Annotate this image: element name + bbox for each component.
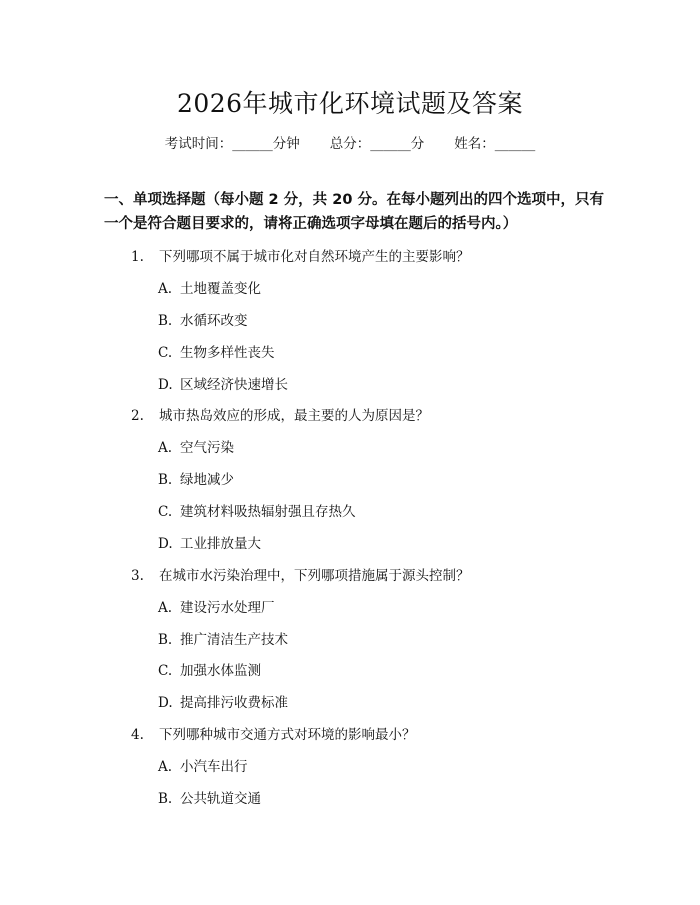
option-letter: D. [158,377,173,393]
option-letter: C. [158,345,173,361]
answer-option [158,277,261,297]
exam-score: 总分：______分 [329,136,425,152]
option-letter: A. [158,759,173,775]
option-letter: D. [158,536,173,552]
option-text: 工业排放量大 [180,536,261,552]
option-text: 小汽车出行 [180,759,248,775]
question-text: 下列哪种城市交通方式对环境的影响最小？ [159,727,416,743]
option-text: 水循环改变 [180,313,248,329]
option-letter: B. [158,632,173,648]
option-text: 建设污水处理厂 [180,600,275,616]
answer-option [158,659,261,679]
answer-option [158,436,234,456]
option-text: 提高排污收费标准 [180,695,288,711]
question [131,245,470,265]
option-text: 公共轨道交通 [180,791,261,807]
answer-option [158,691,288,711]
question-text: 在城市水污染治理中，下列哪项措施属于源头控制？ [159,568,470,584]
option-text: 建筑材料吸热辐射强且存热久 [180,504,356,520]
option-letter: B. [158,791,173,807]
question-number: 2. [131,408,144,424]
exam-name: 姓名：______ [454,136,536,152]
option-text: 空气污染 [180,440,234,456]
option-letter: A. [158,440,173,456]
option-text: 区域经济快速增长 [180,377,288,393]
answer-option [158,532,261,552]
question [131,404,429,424]
option-text: 生物多样性丧失 [180,345,275,361]
question-number: 1. [131,249,144,265]
question [131,723,416,743]
answer-option [158,787,261,807]
option-letter: A. [158,281,173,297]
question-number: 4. [131,727,144,743]
option-text: 绿地减少 [180,472,234,488]
option-text: 加强水体监测 [180,663,261,679]
option-text: 土地覆盖变化 [180,281,261,297]
exam-time: 考试时间：______分钟 [164,136,300,152]
option-text: 推广清洁生产技术 [180,632,288,648]
section-heading: 一、单项选择题（每小题 2 分，共 20 分。在每小题列出的四个选项中，只有一个是符合题目要求的，请将正确选项字母填在题后的括号内。） [104,192,604,232]
answer-option [158,309,248,329]
option-letter: C. [158,663,173,679]
answer-option [158,468,234,488]
answer-option [158,596,275,616]
document-title: 2026年城市化环境试题及答案 [176,89,524,118]
answer-option [158,755,248,775]
answer-option [158,500,356,520]
answer-option [158,341,275,361]
option-letter: A. [158,600,173,616]
question-text: 下列哪项不属于城市化对自然环境产生的主要影响？ [159,249,470,265]
answer-option [158,628,288,648]
exam-meta-line [0,132,700,152]
option-letter: B. [158,472,173,488]
answer-option [158,373,288,393]
option-letter: B. [158,313,173,329]
question-number: 3. [131,568,144,584]
question-text: 城市热岛效应的形成，最主要的人为原因是？ [159,408,429,424]
option-letter: C. [158,504,173,520]
option-letter: D. [158,695,173,711]
question [131,564,470,584]
